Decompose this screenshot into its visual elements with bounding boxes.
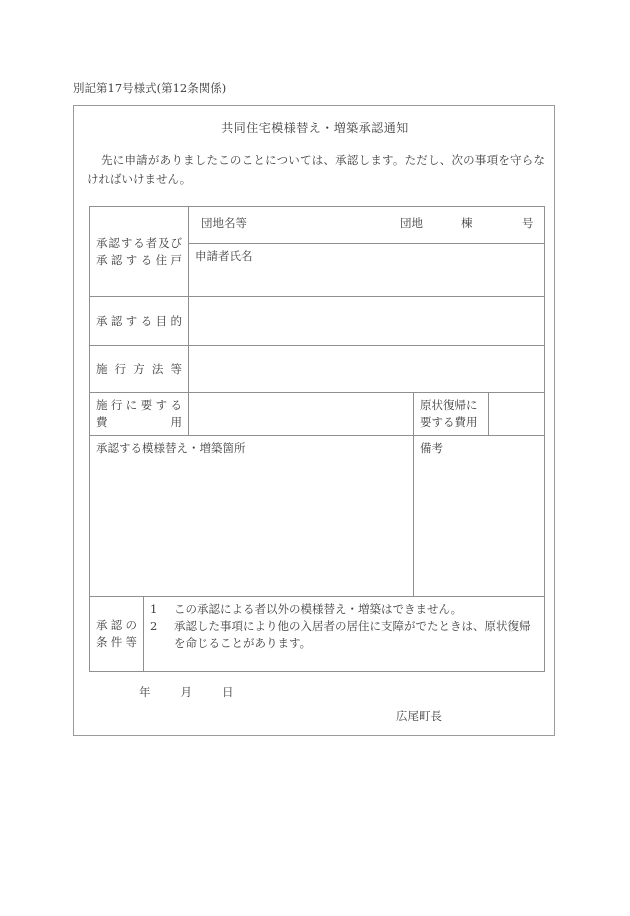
table-row-conditions [90,597,545,672]
table-row-method [90,346,545,393]
cell-method-value[interactable] [189,346,545,393]
restore-cost-label-line2: 要する費用 [420,415,478,429]
danchi-unit-tou: 棟 [461,216,473,230]
table-row-approver [90,207,545,244]
table-row-scope [90,436,545,597]
danchi-name-label: 団地名等 [201,216,247,230]
date-line [139,684,264,700]
intro-paragraph: 先に申請がありましたこのことについては、承認します。ただし、次の事項を守らなければいけません。 [87,153,545,186]
cell-danchi-name[interactable] [189,207,545,244]
condition-1-text: この承認による者以外の模様替え・増築はできません。 [174,602,463,616]
condition-1-number: 1 [150,602,158,616]
table-row-cost [90,393,545,436]
cell-method-label [90,346,189,393]
danchi-name-row [195,211,538,239]
cell-applicant-name[interactable] [189,244,545,297]
cell-cost-label [90,393,189,436]
cell-restore-cost-value[interactable] [489,393,545,436]
conditions-label-line1: 承認の [96,618,137,632]
signer-name: 広尾町長 [396,709,442,723]
condition-2-text-continued: を命じることがあります。 [174,636,312,650]
cost-label-line1: 施行に要する [96,398,182,412]
condition-item-1 [150,601,538,618]
danchi-unit-danchi: 団地 [400,216,423,230]
restore-cost-label-line1: 原状復帰に [420,398,478,412]
cost-label-line2: 費 用 [96,415,182,429]
document-frame [73,105,555,736]
cell-purpose-label [90,297,189,346]
scope-label: 承認する模様替え・増築箇所 [96,441,246,455]
remarks-label: 備考 [420,441,443,455]
cell-approver-label [90,207,189,297]
cell-restore-cost-label [414,393,489,436]
danchi-unit-gou: 号 [522,216,534,230]
cell-scope[interactable] [90,436,414,597]
page-title: 共同住宅模様替え・増築承認通知 [221,121,409,135]
purpose-label: 承認する目的 [96,313,182,328]
method-label: 施行方法等 [96,361,182,376]
year-label: 年 [139,685,151,699]
table-row-purpose [90,297,545,346]
cell-purpose-value[interactable] [189,297,545,346]
condition-2-text: 承認した事項により他の入居者の居住に支障がでたときは、原状復帰 [174,619,531,633]
applicant-name-label: 申請者氏名 [195,249,253,263]
condition-item-2 [150,618,538,635]
month-label: 月 [180,685,192,699]
cell-conditions-text [144,597,545,672]
approver-label-line1: 承認する者及び [96,235,182,250]
conditions-label-line2: 条件等 [96,635,137,649]
cell-conditions-label [90,597,144,672]
approver-label-line2: 承認する住戸 [96,252,182,267]
cell-remarks[interactable] [414,436,545,597]
approval-form-table [89,206,545,672]
cell-cost-value[interactable] [189,393,414,436]
form-number: 別記第17号様式(第12条関係) [73,81,227,95]
day-label: 日 [222,685,234,699]
condition-2-number: 2 [150,619,158,633]
